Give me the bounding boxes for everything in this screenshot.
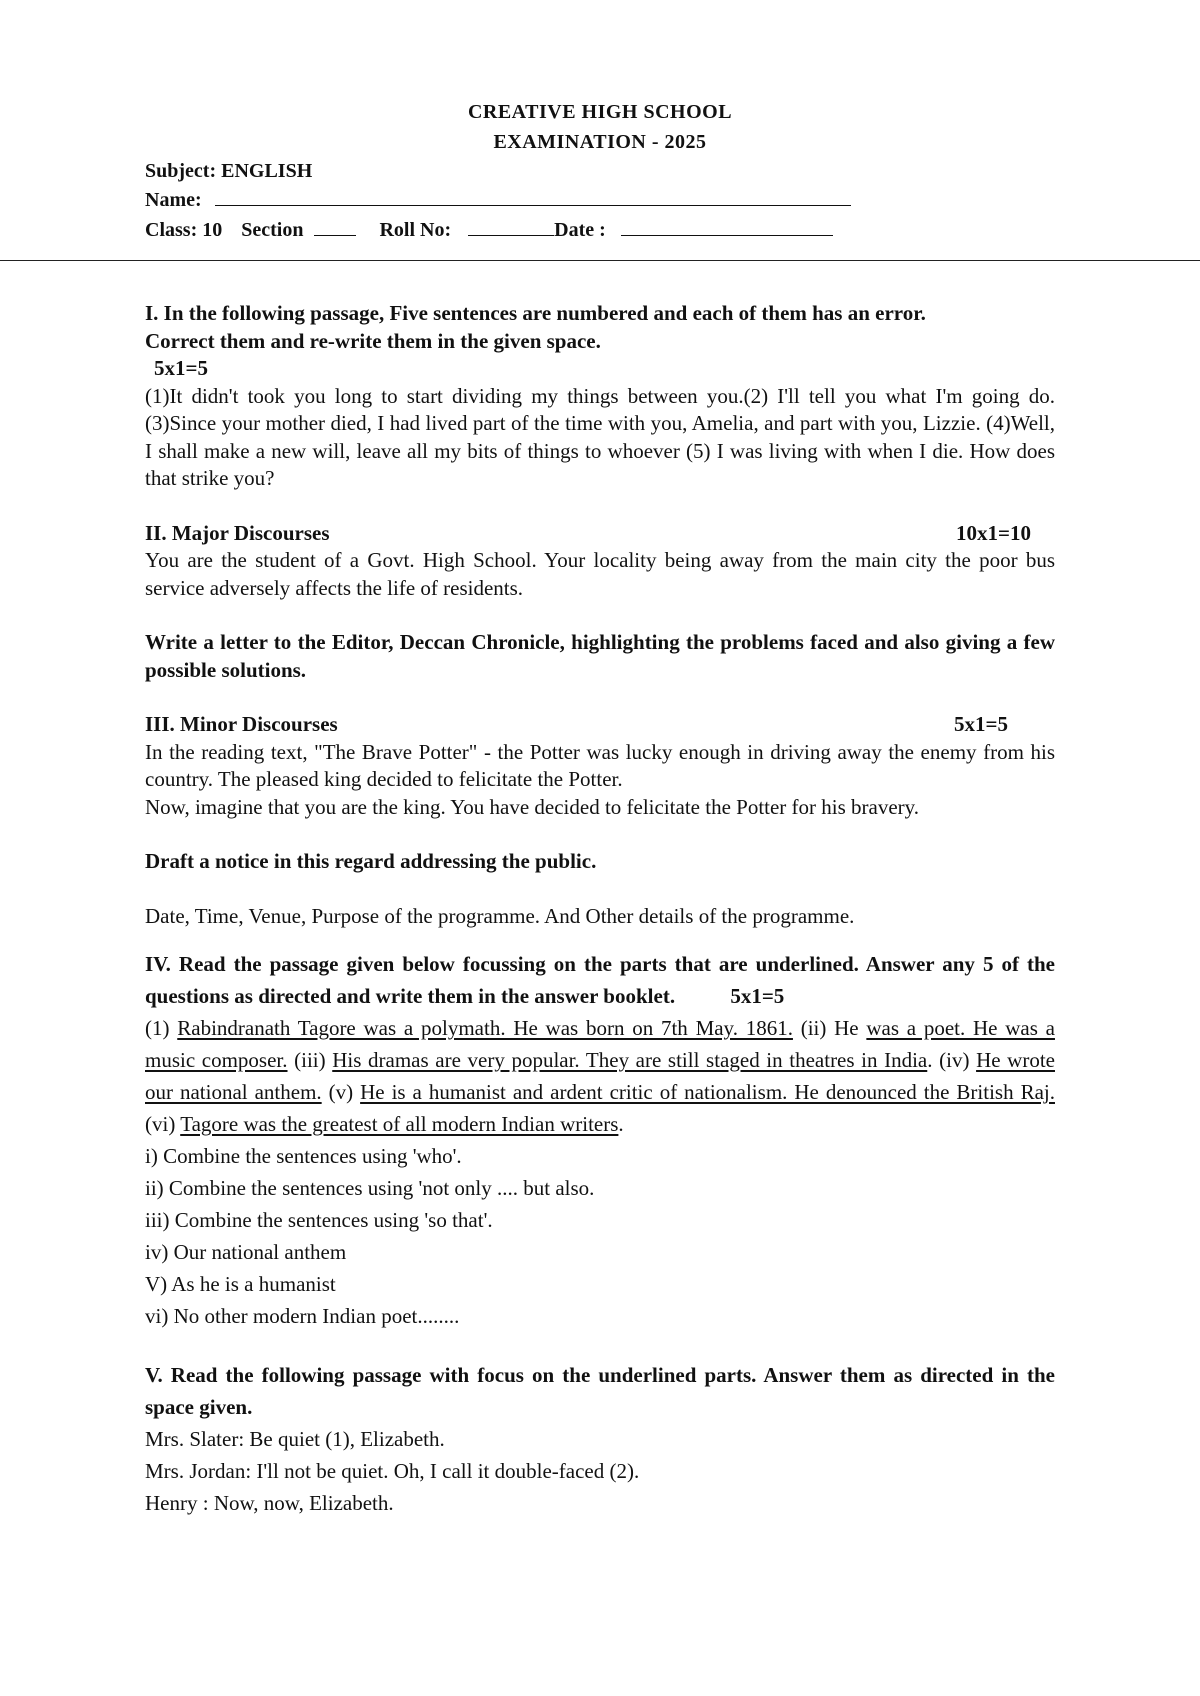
q4-num-1: (1) — [145, 1016, 178, 1040]
q3-hint: Date, Time, Venue, Purpose of the programme. And Other details of the programme. — [145, 903, 855, 928]
q2-marks: 10x1=10 — [956, 520, 1031, 545]
header-divider — [0, 260, 1200, 261]
q4-question: iv) Our national anthem — [145, 1240, 347, 1264]
q4-instruction-text: IV. Read the passage given below focussing on the parts that are underlined. Answer any 5 of the questions as directed and write them in the answer booklet. — [145, 952, 1055, 1008]
q4-question: ii) Combine the sentences using 'not only .... but also. — [145, 1176, 595, 1200]
q3-heading — [145, 711, 1055, 739]
q1-marks: 5x1=5 — [154, 356, 208, 380]
section-label: Section — [241, 219, 304, 241]
roll-label: Roll No: — [379, 219, 452, 241]
q4-num-4: . (iv) — [927, 1048, 977, 1072]
q4-marks: 5x1=5 — [730, 984, 785, 1008]
q4-underlined-1: Rabindranath Tagore was a polymath. He was born on 7th May. 1861. — [177, 1016, 793, 1040]
q4-underlined-5: He is a humanist and ardent critic of nationalism. He denounced the British Raj. — [360, 1080, 1055, 1104]
q2-heading — [145, 520, 1055, 548]
date-label: Date : — [554, 219, 606, 241]
subject-line: Subject: ENGLISH — [145, 160, 313, 182]
roll-blank[interactable] — [468, 219, 554, 236]
date-blank[interactable] — [621, 219, 833, 236]
q2-text: You are the student of a Govt. High School. Your locality being away from the main city the poor bus service adversely affects the life of residents. — [145, 548, 1055, 600]
q1-instruction-1: I. In the following passage, Five sentences are numbered and each of them has an error. — [145, 301, 926, 325]
q4-question: V) As he is a humanist — [145, 1272, 336, 1296]
q4-num-5: (v) — [321, 1080, 361, 1104]
q4-underlined-3: His dramas are very popular. They are still staged in theatres in India — [332, 1048, 928, 1072]
q5-instruction: V. Read the following passage with focus on the underlined parts. Answer them as directed in the space given. — [145, 1363, 1055, 1419]
q5-line: Mrs. Jordan: I'll not be quiet. Oh, I call it double-faced (2). — [145, 1459, 640, 1483]
class-label: Class: 10 — [145, 219, 223, 241]
q4-passage — [145, 1012, 1055, 1140]
name-blank[interactable] — [215, 189, 851, 206]
q4-underlined-6: Tagore was the greatest of all modern Indian writers — [180, 1112, 619, 1136]
section-blank[interactable] — [314, 219, 356, 236]
q4-num-3: (iii) — [287, 1048, 333, 1072]
q5-line: Mrs. Slater: Be quiet (1), Elizabeth. — [145, 1427, 445, 1451]
exam-title: EXAMINATION - 2025 — [493, 131, 707, 153]
q2-title: II. Major Discourses — [145, 520, 330, 545]
q3-text-1: In the reading text, "The Brave Potter" - the Potter was lucky enough in driving away the enemy from his country. The pleased king decided to felicitate the Potter. — [145, 739, 1055, 791]
q2-task: Write a letter to the Editor, Deccan Chronicle, highlighting the problems faced and also giving a few possible solutions. — [145, 630, 1055, 682]
q4-underlined-4: He wrote our national anthem. — [145, 1048, 1055, 1104]
q1-passage: (1)It didn't took you long to start dividing my things between you.(2) I'll tell you what I'm going do. (3)Since your mother died, I had lived part of the time with you, Amelia, and part with you, Lizzie. (4)Well, I shall make a new will, leave all my bits of things to whoever (5) I was living with when I die. How does that strike you? — [145, 383, 1055, 490]
q1-instruction-2: Correct them and re-write them in the given space. — [145, 328, 601, 353]
q5-line: Henry : Now, now, Elizabeth. — [145, 1491, 394, 1515]
q4-question: i) Combine the sentences using 'who'. — [145, 1144, 462, 1168]
q4-instruction — [145, 948, 1055, 1012]
q4-num-6: (vi) — [145, 1112, 181, 1136]
q4-question: vi) No other modern Indian poet........ — [145, 1304, 460, 1328]
q3-text-2: Now, imagine that you are the king. You have decided to felicitate the Potter for his bravery. — [145, 794, 920, 819]
name-line — [145, 189, 851, 212]
q4-question: iii) Combine the sentences using 'so that'. — [145, 1208, 493, 1232]
q3-title: III. Minor Discourses — [145, 712, 338, 736]
q3-marks: 5x1=5 — [954, 712, 1008, 736]
q4-num-2: (ii) He — [792, 1016, 867, 1040]
school-name: CREATIVE HIGH SCHOOL — [467, 101, 733, 123]
q4-num-7: . — [618, 1112, 624, 1136]
name-label: Name: — [145, 189, 202, 211]
q4-underlined-2: was a poet. He was a music composer. — [145, 1016, 1055, 1072]
q3-task: Draft a notice in this regard addressing the public. — [145, 849, 597, 873]
exam-content — [145, 300, 1055, 1519]
class-line — [145, 219, 833, 242]
